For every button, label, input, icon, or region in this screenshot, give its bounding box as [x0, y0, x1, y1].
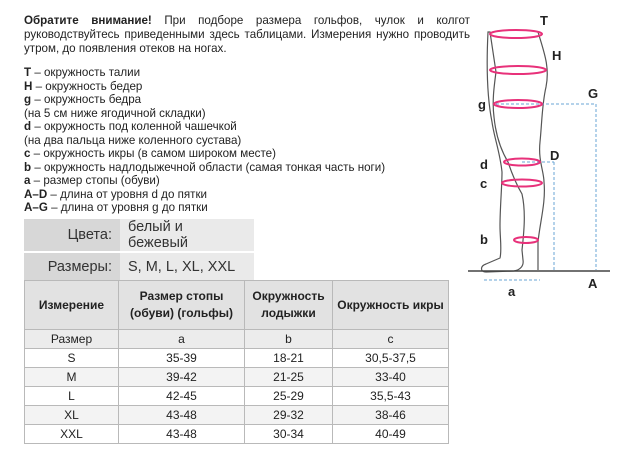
table-cell: 43-48: [119, 425, 245, 444]
label-D: D: [550, 148, 560, 163]
table-row: [25, 330, 449, 349]
legend-line: a – размер стопы (обуви): [24, 174, 160, 187]
label-A: A: [588, 276, 598, 291]
header-measurement: Измерение: [25, 281, 119, 330]
legend-line: A–G – длина от уровня g до пятки: [24, 201, 208, 214]
colors-label: Цвета:: [24, 219, 120, 252]
table-cell: M: [25, 368, 119, 387]
table-cell: L: [25, 387, 119, 406]
table-cell: Размер: [25, 330, 119, 349]
table-cell: 39-42: [119, 368, 245, 387]
label-c: c: [480, 176, 488, 191]
legend-line: g – окружность бедра: [24, 93, 142, 106]
table-cell: 42-45: [119, 387, 245, 406]
header-ankle: Окружность лодыжки: [245, 281, 333, 330]
notice-text: При подборе размера гольфов, чулок и колгот руководствуйтесь приведенными здесь таблицами. Измерения нужно проводить утром, до появления отеков на ногах.: [24, 14, 470, 55]
table-cell: b: [245, 330, 333, 349]
table-cell: 21-25: [245, 368, 333, 387]
label-g: g: [478, 97, 486, 112]
legend-line: H – окружность бедер: [24, 79, 143, 93]
label-G: G: [588, 86, 599, 101]
table-cell: 18-21: [245, 349, 333, 368]
table-row: [25, 387, 449, 406]
table-cell: a: [119, 330, 245, 349]
table-cell: 25-29: [245, 387, 333, 406]
label-d: d: [480, 157, 488, 172]
notice-paragraph: [24, 14, 470, 56]
table-cell: 38-46: [333, 406, 449, 425]
legend-line: c – окружность икры (в самом широком месте): [24, 147, 276, 160]
table-cell: 30,5-37,5: [333, 349, 449, 368]
header-calf: Окружность икры: [333, 281, 449, 330]
label-a: a: [508, 284, 516, 299]
table-cell: 35-39: [119, 349, 245, 368]
label-T: T: [540, 13, 548, 28]
colors-row: [24, 219, 254, 252]
table-cell: XXL: [25, 425, 119, 444]
legend-line: (на два пальца ниже коленного сустава): [24, 133, 242, 147]
table-cell: XL: [25, 406, 119, 425]
legend-line: b – окружность надлодыжечной области (самая тонкая часть ноги): [24, 160, 386, 174]
size-table-header: [25, 281, 449, 330]
notice-bold: Обратите внимание!: [24, 14, 152, 27]
table-cell: 33-40: [333, 368, 449, 387]
table-row: [25, 425, 449, 444]
legend-line: d – окружность под коленной чашечкой: [24, 120, 237, 133]
sizes-label: Размеры:: [24, 252, 120, 282]
leg-measurement-diagram: [460, 12, 620, 302]
label-H: H: [552, 48, 562, 63]
measurement-legend: [24, 66, 386, 215]
table-cell: c: [333, 330, 449, 349]
measurement-bands: [490, 30, 546, 243]
sizes-value: S, M, L, XL, XXL: [120, 252, 254, 282]
colors-value: белый и бежевый: [120, 219, 254, 252]
table-cell: S: [25, 349, 119, 368]
table-row: [25, 349, 449, 368]
table-cell: 40-49: [333, 425, 449, 444]
legend-line: (на 5 см ниже ягодичной складки): [24, 106, 206, 120]
legend-line: T – окружность талии: [24, 66, 141, 79]
header-foot-size: Размер стопы (обуви) (гольфы): [119, 281, 245, 330]
product-info-table: [24, 219, 254, 283]
table-cell: 43-48: [119, 406, 245, 425]
table-cell: 30-34: [245, 425, 333, 444]
table-cell: 35,5-43: [333, 387, 449, 406]
legend-line: A–D – длина от уровня d до пятки: [24, 187, 208, 201]
table-cell: 29-32: [245, 406, 333, 425]
label-b: b: [480, 232, 488, 247]
sizes-row: [24, 252, 254, 282]
table-row: [25, 368, 449, 387]
size-chart-table: [24, 280, 449, 444]
table-row: [25, 406, 449, 425]
